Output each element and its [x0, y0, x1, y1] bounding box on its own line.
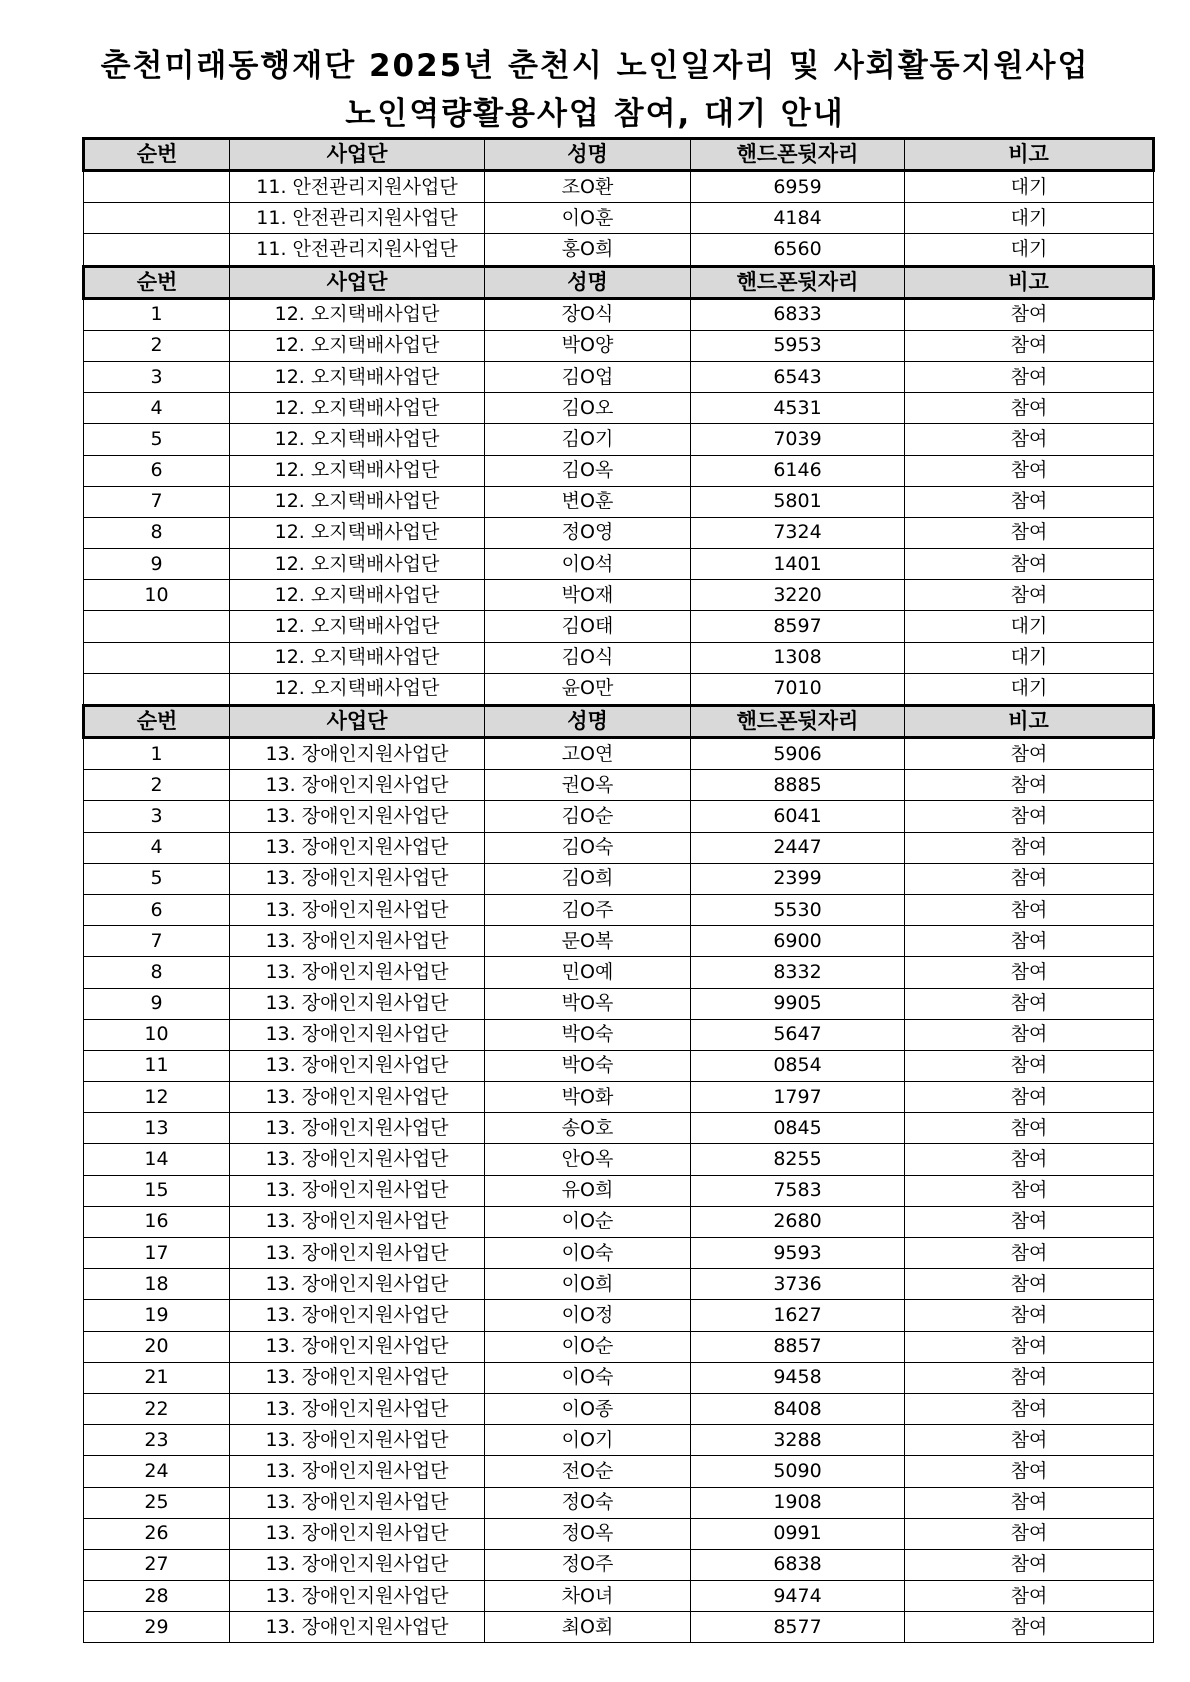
- cell-remark: 참여: [905, 1518, 1154, 1549]
- cell-remark: 참여: [905, 770, 1154, 801]
- cell-team: 12. 오지택배사업단: [230, 486, 485, 517]
- cell-team: 13. 장애인지원사업단: [230, 1206, 485, 1237]
- cell-phone-last-digits: 1308: [691, 642, 905, 673]
- table-row: [84, 863, 1154, 894]
- cell-remark: 참여: [905, 801, 1154, 832]
- cell-seq: 1: [84, 738, 230, 770]
- table-header-row: [84, 139, 1154, 171]
- cell-name: 김O숙: [485, 832, 691, 863]
- table-row: [84, 1050, 1154, 1081]
- cell-seq: 23: [84, 1425, 230, 1456]
- table-header-row: [84, 706, 1154, 738]
- cell-name: 정O영: [485, 517, 691, 548]
- cell-name: 송O호: [485, 1113, 691, 1144]
- header-phone-last-digits: 핸드폰뒷자리: [691, 706, 905, 738]
- cell-seq: 17: [84, 1238, 230, 1269]
- table-row: [84, 455, 1154, 486]
- cell-remark: 참여: [905, 1331, 1154, 1362]
- header-team: 사업단: [230, 266, 485, 298]
- cell-name: 김O오: [485, 393, 691, 424]
- cell-remark: 참여: [905, 926, 1154, 957]
- cell-phone-last-digits: 1908: [691, 1487, 905, 1518]
- cell-phone-last-digits: 9593: [691, 1238, 905, 1269]
- table-row: [84, 1549, 1154, 1580]
- cell-phone-last-digits: 3220: [691, 580, 905, 611]
- cell-seq: [84, 234, 230, 266]
- cell-phone-last-digits: 8885: [691, 770, 905, 801]
- header-team: 사업단: [230, 706, 485, 738]
- table-row: [84, 1175, 1154, 1206]
- cell-seq: 8: [84, 957, 230, 988]
- cell-phone-last-digits: 6560: [691, 234, 905, 266]
- cell-team: 13. 장애인지원사업단: [230, 1238, 485, 1269]
- cell-remark: 참여: [905, 832, 1154, 863]
- cell-seq: 7: [84, 486, 230, 517]
- cell-seq: [84, 171, 230, 203]
- cell-team: 13. 장애인지원사업단: [230, 1487, 485, 1518]
- header-name: 성명: [485, 139, 691, 171]
- table-row: [84, 580, 1154, 611]
- cell-name: 김O업: [485, 361, 691, 392]
- cell-name: 박O숙: [485, 1019, 691, 1050]
- cell-name: 이O희: [485, 1269, 691, 1300]
- cell-remark: 참여: [905, 957, 1154, 988]
- table-row: [84, 1238, 1154, 1269]
- cell-seq: [84, 642, 230, 673]
- cell-phone-last-digits: 5801: [691, 486, 905, 517]
- cell-team: 12. 오지택배사업단: [230, 424, 485, 455]
- cell-seq: 5: [84, 863, 230, 894]
- cell-remark: 참여: [905, 1050, 1154, 1081]
- cell-name: 차O녀: [485, 1581, 691, 1612]
- cell-name: 이O숙: [485, 1238, 691, 1269]
- cell-team: 13. 장애인지원사업단: [230, 894, 485, 925]
- cell-team: 13. 장애인지원사업단: [230, 988, 485, 1019]
- cell-name: 이O순: [485, 1206, 691, 1237]
- header-name: 성명: [485, 266, 691, 298]
- cell-name: 이O훈: [485, 203, 691, 234]
- cell-name: 이O종: [485, 1393, 691, 1424]
- cell-remark: 참여: [905, 298, 1154, 330]
- table-row: [84, 1456, 1154, 1487]
- table-row: [84, 1206, 1154, 1237]
- cell-name: 이O기: [485, 1425, 691, 1456]
- cell-seq: 9: [84, 988, 230, 1019]
- cell-remark: 참여: [905, 1300, 1154, 1331]
- cell-seq: 13: [84, 1113, 230, 1144]
- cell-remark: 참여: [905, 1144, 1154, 1175]
- table-row: [84, 611, 1154, 642]
- cell-seq: [84, 203, 230, 234]
- cell-seq: 1: [84, 298, 230, 330]
- cell-seq: 18: [84, 1269, 230, 1300]
- header-phone-last-digits: 핸드폰뒷자리: [691, 266, 905, 298]
- cell-team: 12. 오지택배사업단: [230, 455, 485, 486]
- table-row: [84, 203, 1154, 234]
- cell-phone-last-digits: 7324: [691, 517, 905, 548]
- table-row: [84, 801, 1154, 832]
- table-row: [84, 1393, 1154, 1424]
- cell-seq: 27: [84, 1549, 230, 1580]
- cell-team: 13. 장애인지원사업단: [230, 863, 485, 894]
- table-row: [84, 1362, 1154, 1393]
- cell-team: 13. 장애인지원사업단: [230, 1175, 485, 1206]
- cell-remark: 참여: [905, 549, 1154, 580]
- table-row: [84, 1144, 1154, 1175]
- cell-phone-last-digits: 6543: [691, 361, 905, 392]
- header-seq: 순번: [84, 706, 230, 738]
- cell-seq: 12: [84, 1082, 230, 1113]
- cell-remark: 대기: [905, 203, 1154, 234]
- cell-phone-last-digits: 8577: [691, 1612, 905, 1643]
- cell-remark: 대기: [905, 673, 1154, 705]
- table-row: [84, 957, 1154, 988]
- cell-seq: 25: [84, 1487, 230, 1518]
- cell-team: 13. 장애인지원사업단: [230, 1300, 485, 1331]
- table-row: [84, 1518, 1154, 1549]
- cell-phone-last-digits: 5090: [691, 1456, 905, 1487]
- table-row: [84, 673, 1154, 705]
- table-row: [84, 330, 1154, 361]
- cell-name: 이O순: [485, 1331, 691, 1362]
- cell-seq: 6: [84, 894, 230, 925]
- table-row: [84, 642, 1154, 673]
- cell-seq: 8: [84, 517, 230, 548]
- cell-name: 김O옥: [485, 455, 691, 486]
- cell-team: 11. 안전관리지원사업단: [230, 203, 485, 234]
- cell-phone-last-digits: 6041: [691, 801, 905, 832]
- cell-seq: 24: [84, 1456, 230, 1487]
- cell-seq: 10: [84, 1019, 230, 1050]
- cell-team: 13. 장애인지원사업단: [230, 1393, 485, 1424]
- cell-phone-last-digits: 8408: [691, 1393, 905, 1424]
- cell-name: 박O숙: [485, 1050, 691, 1081]
- cell-name: 김O식: [485, 642, 691, 673]
- cell-team: 13. 장애인지원사업단: [230, 832, 485, 863]
- cell-remark: 참여: [905, 361, 1154, 392]
- cell-team: 12. 오지택배사업단: [230, 330, 485, 361]
- cell-remark: 대기: [905, 234, 1154, 266]
- table-row: [84, 832, 1154, 863]
- cell-name: 이O정: [485, 1300, 691, 1331]
- header-seq: 순번: [84, 266, 230, 298]
- cell-seq: 4: [84, 832, 230, 863]
- cell-team: 13. 장애인지원사업단: [230, 1113, 485, 1144]
- table-row: [84, 234, 1154, 266]
- cell-seq: 26: [84, 1518, 230, 1549]
- cell-phone-last-digits: 5530: [691, 894, 905, 925]
- cell-team: 13. 장애인지원사업단: [230, 1518, 485, 1549]
- cell-name: 홍O희: [485, 234, 691, 266]
- cell-remark: 참여: [905, 330, 1154, 361]
- table-row: [84, 1487, 1154, 1518]
- cell-phone-last-digits: 8332: [691, 957, 905, 988]
- cell-phone-last-digits: 0845: [691, 1113, 905, 1144]
- cell-seq: 22: [84, 1393, 230, 1424]
- cell-seq: 11: [84, 1050, 230, 1081]
- table-row: [84, 1300, 1154, 1331]
- cell-team: 12. 오지택배사업단: [230, 393, 485, 424]
- cell-name: 김O희: [485, 863, 691, 894]
- cell-phone-last-digits: 8255: [691, 1144, 905, 1175]
- cell-phone-last-digits: 0854: [691, 1050, 905, 1081]
- cell-remark: 참여: [905, 1549, 1154, 1580]
- cell-seq: 28: [84, 1581, 230, 1612]
- table-row: [84, 1269, 1154, 1300]
- table-row: [84, 1425, 1154, 1456]
- table-header-row: [84, 266, 1154, 298]
- cell-name: 박O옥: [485, 988, 691, 1019]
- cell-remark: 참여: [905, 1612, 1154, 1643]
- cell-name: 장O식: [485, 298, 691, 330]
- cell-team: 12. 오지택배사업단: [230, 361, 485, 392]
- cell-team: 13. 장애인지원사업단: [230, 1050, 485, 1081]
- cell-team: 12. 오지택배사업단: [230, 549, 485, 580]
- cell-remark: 참여: [905, 1581, 1154, 1612]
- cell-team: 12. 오지택배사업단: [230, 517, 485, 548]
- cell-team: 11. 안전관리지원사업단: [230, 171, 485, 203]
- cell-seq: 4: [84, 393, 230, 424]
- cell-seq: 2: [84, 330, 230, 361]
- header-phone-last-digits: 핸드폰뒷자리: [691, 139, 905, 171]
- table-row: [84, 517, 1154, 548]
- cell-phone-last-digits: 7039: [691, 424, 905, 455]
- cell-phone-last-digits: 6833: [691, 298, 905, 330]
- cell-team: 13. 장애인지원사업단: [230, 1549, 485, 1580]
- cell-phone-last-digits: 2680: [691, 1206, 905, 1237]
- cell-remark: 대기: [905, 171, 1154, 203]
- cell-name: 김O주: [485, 894, 691, 925]
- cell-remark: 참여: [905, 863, 1154, 894]
- cell-phone-last-digits: 5647: [691, 1019, 905, 1050]
- table-row: [84, 1612, 1154, 1643]
- cell-seq: [84, 673, 230, 705]
- cell-name: 김O순: [485, 801, 691, 832]
- cell-remark: 참여: [905, 1425, 1154, 1456]
- cell-remark: 참여: [905, 894, 1154, 925]
- cell-team: 13. 장애인지원사업단: [230, 738, 485, 770]
- cell-name: 권O옥: [485, 770, 691, 801]
- cell-seq: [84, 611, 230, 642]
- cell-team: 13. 장애인지원사업단: [230, 957, 485, 988]
- cell-team: 13. 장애인지원사업단: [230, 1331, 485, 1362]
- table-row: [84, 926, 1154, 957]
- cell-name: 고O연: [485, 738, 691, 770]
- table-row: [84, 1113, 1154, 1144]
- cell-seq: 15: [84, 1175, 230, 1206]
- cell-remark: 참여: [905, 1082, 1154, 1113]
- cell-remark: 대기: [905, 642, 1154, 673]
- cell-team: 13. 장애인지원사업단: [230, 1082, 485, 1113]
- cell-remark: 참여: [905, 1113, 1154, 1144]
- cell-phone-last-digits: 6838: [691, 1549, 905, 1580]
- cell-name: 정O주: [485, 1549, 691, 1580]
- cell-seq: 19: [84, 1300, 230, 1331]
- table-row: [84, 549, 1154, 580]
- cell-phone-last-digits: 0991: [691, 1518, 905, 1549]
- cell-name: 정O옥: [485, 1518, 691, 1549]
- cell-phone-last-digits: 9905: [691, 988, 905, 1019]
- cell-remark: 참여: [905, 580, 1154, 611]
- cell-remark: 참여: [905, 1269, 1154, 1300]
- cell-seq: 7: [84, 926, 230, 957]
- cell-name: 박O재: [485, 580, 691, 611]
- cell-phone-last-digits: 7010: [691, 673, 905, 705]
- cell-team: 13. 장애인지원사업단: [230, 770, 485, 801]
- cell-remark: 참여: [905, 1238, 1154, 1269]
- cell-team: 13. 장애인지원사업단: [230, 1425, 485, 1456]
- cell-phone-last-digits: 8597: [691, 611, 905, 642]
- cell-seq: 10: [84, 580, 230, 611]
- cell-seq: 21: [84, 1362, 230, 1393]
- cell-name: 유O희: [485, 1175, 691, 1206]
- table-body: [84, 139, 1154, 1643]
- cell-team: 12. 오지택배사업단: [230, 298, 485, 330]
- cell-remark: 참여: [905, 1487, 1154, 1518]
- cell-team: 12. 오지택배사업단: [230, 673, 485, 705]
- cell-phone-last-digits: 1797: [691, 1082, 905, 1113]
- cell-seq: 6: [84, 455, 230, 486]
- cell-team: 13. 장애인지원사업단: [230, 1456, 485, 1487]
- cell-phone-last-digits: 4184: [691, 203, 905, 234]
- cell-remark: 참여: [905, 738, 1154, 770]
- cell-remark: 참여: [905, 988, 1154, 1019]
- cell-phone-last-digits: 2447: [691, 832, 905, 863]
- cell-name: 윤O만: [485, 673, 691, 705]
- cell-seq: 3: [84, 801, 230, 832]
- cell-name: 최O회: [485, 1612, 691, 1643]
- cell-name: 안O옥: [485, 1144, 691, 1175]
- table-row: [84, 1019, 1154, 1050]
- table-row: [84, 424, 1154, 455]
- table-row: [84, 738, 1154, 770]
- cell-team: 13. 장애인지원사업단: [230, 1269, 485, 1300]
- cell-team: 13. 장애인지원사업단: [230, 926, 485, 957]
- cell-name: 문O복: [485, 926, 691, 957]
- cell-name: 박O화: [485, 1082, 691, 1113]
- table-row: [84, 1581, 1154, 1612]
- cell-name: 정O숙: [485, 1487, 691, 1518]
- cell-remark: 참여: [905, 1206, 1154, 1237]
- cell-remark: 참여: [905, 393, 1154, 424]
- table-row: [84, 1331, 1154, 1362]
- document-title: 춘천미래동행재단 2025년 춘천시 노인일자리 및 사회활동지원사업: [100, 48, 1090, 84]
- table-row: [84, 298, 1154, 330]
- cell-team: 13. 장애인지원사업단: [230, 1019, 485, 1050]
- cell-phone-last-digits: 5906: [691, 738, 905, 770]
- cell-seq: 20: [84, 1331, 230, 1362]
- cell-phone-last-digits: 8857: [691, 1331, 905, 1362]
- cell-remark: 참여: [905, 424, 1154, 455]
- cell-phone-last-digits: 3736: [691, 1269, 905, 1300]
- cell-name: 김O기: [485, 424, 691, 455]
- cell-name: 변O훈: [485, 486, 691, 517]
- cell-team: 12. 오지택배사업단: [230, 642, 485, 673]
- cell-phone-last-digits: 9458: [691, 1362, 905, 1393]
- cell-seq: 5: [84, 424, 230, 455]
- cell-phone-last-digits: 6959: [691, 171, 905, 203]
- cell-phone-last-digits: 1401: [691, 549, 905, 580]
- header-seq: 순번: [84, 139, 230, 171]
- cell-remark: 참여: [905, 1393, 1154, 1424]
- cell-name: 전O순: [485, 1456, 691, 1487]
- cell-team: 12. 오지택배사업단: [230, 611, 485, 642]
- cell-seq: 2: [84, 770, 230, 801]
- cell-remark: 참여: [905, 1362, 1154, 1393]
- cell-name: 박O양: [485, 330, 691, 361]
- cell-remark: 참여: [905, 1019, 1154, 1050]
- cell-team: 13. 장애인지원사업단: [230, 1144, 485, 1175]
- cell-remark: 참여: [905, 486, 1154, 517]
- cell-seq: 3: [84, 361, 230, 392]
- table-row: [84, 361, 1154, 392]
- cell-phone-last-digits: 6146: [691, 455, 905, 486]
- table-row: [84, 770, 1154, 801]
- cell-team: 13. 장애인지원사업단: [230, 1362, 485, 1393]
- cell-remark: 참여: [905, 1175, 1154, 1206]
- table-row: [84, 171, 1154, 203]
- header-remark: 비고: [905, 706, 1154, 738]
- cell-team: 11. 안전관리지원사업단: [230, 234, 485, 266]
- cell-seq: 9: [84, 549, 230, 580]
- cell-name: 김O태: [485, 611, 691, 642]
- table-row: [84, 1082, 1154, 1113]
- participant-table: [82, 137, 1155, 1643]
- cell-seq: 16: [84, 1206, 230, 1237]
- cell-remark: 참여: [905, 455, 1154, 486]
- cell-name: 조O환: [485, 171, 691, 203]
- cell-name: 이O숙: [485, 1362, 691, 1393]
- table-row: [84, 393, 1154, 424]
- cell-team: 12. 오지택배사업단: [230, 580, 485, 611]
- cell-remark: 대기: [905, 611, 1154, 642]
- cell-name: 민O예: [485, 957, 691, 988]
- cell-seq: 29: [84, 1612, 230, 1643]
- header-remark: 비고: [905, 266, 1154, 298]
- cell-name: 이O석: [485, 549, 691, 580]
- cell-phone-last-digits: 9474: [691, 1581, 905, 1612]
- cell-team: 13. 장애인지원사업단: [230, 1612, 485, 1643]
- cell-remark: 참여: [905, 1456, 1154, 1487]
- document-subtitle: 노인역량활용사업 참여, 대기 안내: [345, 96, 845, 132]
- cell-seq: 14: [84, 1144, 230, 1175]
- cell-phone-last-digits: 7583: [691, 1175, 905, 1206]
- header-remark: 비고: [905, 139, 1154, 171]
- table-row: [84, 894, 1154, 925]
- cell-phone-last-digits: 5953: [691, 330, 905, 361]
- cell-phone-last-digits: 6900: [691, 926, 905, 957]
- table-row: [84, 486, 1154, 517]
- cell-team: 13. 장애인지원사업단: [230, 801, 485, 832]
- cell-phone-last-digits: 2399: [691, 863, 905, 894]
- header-name: 성명: [485, 706, 691, 738]
- cell-team: 13. 장애인지원사업단: [230, 1581, 485, 1612]
- header-team: 사업단: [230, 139, 485, 171]
- cell-phone-last-digits: 3288: [691, 1425, 905, 1456]
- table-row: [84, 988, 1154, 1019]
- cell-phone-last-digits: 4531: [691, 393, 905, 424]
- cell-remark: 참여: [905, 517, 1154, 548]
- cell-phone-last-digits: 1627: [691, 1300, 905, 1331]
